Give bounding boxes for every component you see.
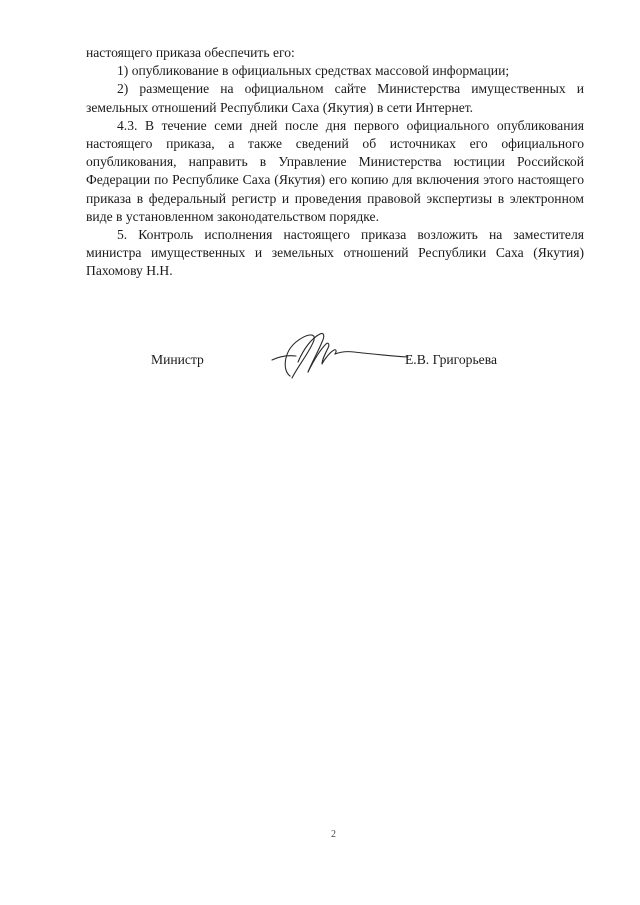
handwritten-signature <box>262 322 412 384</box>
paragraph: 5. Контроль исполнения настоящего приказа возложить на заместителя министра имущественных и земельных отношений Республики Саха (Якутия) Пахомову Н.Н. <box>86 227 584 279</box>
paragraph: 2) размещение на официальном сайте Министерства имущественных и земельных отношений Республики Саха (Якутия) в сети Интернет. <box>86 81 584 115</box>
signature-block <box>0 344 640 404</box>
paragraph: настоящего приказа обеспечить его: <box>86 45 295 60</box>
signer-name: Е.В. Григорьева <box>405 352 497 367</box>
document-body <box>86 44 584 281</box>
page-number: 2 <box>331 829 336 840</box>
paragraph: 4.3. В течение семи дней после дня первого официального опубликования настоящего приказа, а также сведений об источниках его официального опубликования, направить в Управление Министерства юстиции Российской Федерации по Республике Саха (Якутия) его копию для включения этого настоящего приказа в федеральный регистр и проведения правовой экспертизы в электронном виде в установленном законодательством порядке. <box>86 117 584 224</box>
signer-position: Министр <box>151 352 204 367</box>
paragraph: 1) опубликование в официальных средствах массовой информации; <box>117 63 510 79</box>
